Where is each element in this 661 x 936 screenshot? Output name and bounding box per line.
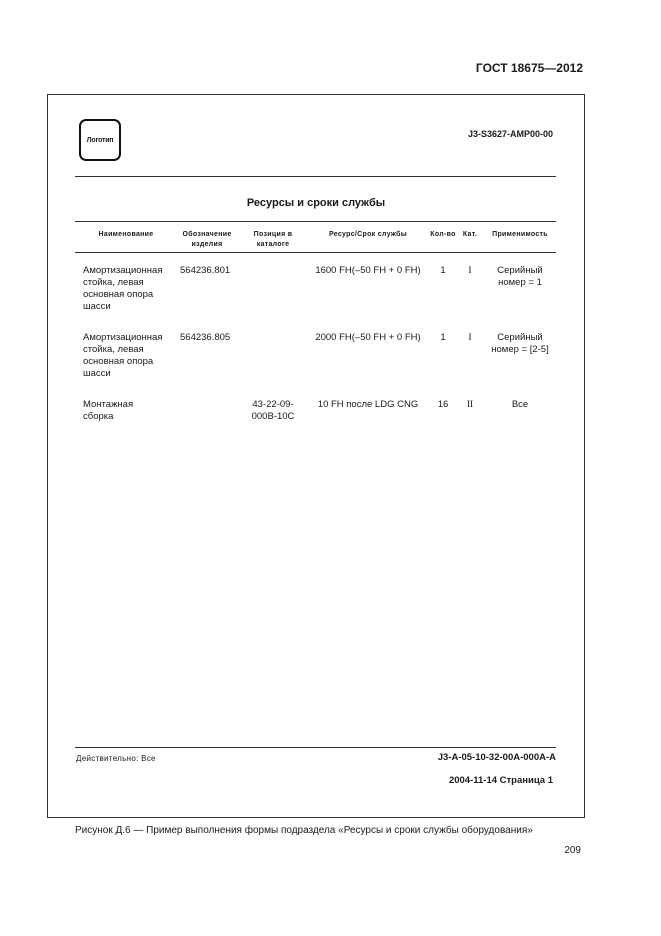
column-header-name: Наименование [98, 231, 154, 238]
cell-resource: 1600 FH(–50 FH + 0 FH) [315, 265, 421, 276]
cell-applicability: Все [511, 399, 529, 410]
logo-text: Логотип [86, 136, 114, 144]
validity-text: Действительно: Все [76, 754, 156, 763]
cell-cat: I [468, 333, 472, 343]
cell-qty: 1 [440, 332, 446, 343]
cell-cat: I [468, 266, 472, 276]
form-title: Ресурсы и сроки службы [246, 197, 386, 209]
logo [79, 119, 121, 161]
column-header-designation: Обозначение изделия [182, 231, 232, 248]
cell-resource: 10 FH после LDG CNG [317, 399, 419, 410]
doc-code: J3-S3627-AMP00-00 [467, 129, 553, 139]
table-header-rule [75, 252, 556, 253]
figure-caption: Рисунок Д.6 — Пример выполнения формы подраздела «Ресурсы и сроки службы оборудования» [75, 825, 533, 836]
standard-header: ГОСТ 18675—2012 [475, 61, 583, 75]
form-frame [47, 94, 585, 818]
table-top-rule [75, 221, 556, 222]
cell-designation: 564236.801 [180, 265, 231, 276]
cell-resource: 2000 FH(–50 FH + 0 FH) [315, 332, 421, 343]
cell-qty: 1 [440, 265, 446, 276]
cell-cat: II [466, 400, 474, 410]
cell-position: 43-22-09-000B-10C [251, 399, 295, 422]
date-page-line: 2004-11-14 Страница 1 [448, 775, 553, 786]
cell-applicability: Серийный номер = [2-5] [491, 332, 549, 355]
cell-designation: 564236.805 [180, 332, 231, 343]
cell-applicability: Серийный номер = 1 [497, 265, 543, 288]
cell-name: Монтажная сборка [83, 399, 134, 422]
cell-name: Амортизационная стойка, левая основная опора шасси [83, 265, 163, 312]
page-number: 209 [564, 845, 581, 856]
column-header-applicability: Применимость [492, 231, 548, 238]
column-header-cat: Кат. [462, 231, 478, 238]
cell-qty: 16 [437, 399, 449, 410]
footer-doc-code: J3-A-05-10-32-00A-000A-A [437, 752, 556, 763]
header-rule [75, 176, 556, 177]
footer-rule [75, 747, 556, 748]
cell-name: Амортизационная стойка, левая основная опора шасси [83, 332, 163, 379]
column-header-resource: Ресурс/Срок службы [328, 231, 408, 238]
column-header-position: Позиция в каталоге [253, 231, 293, 248]
column-header-qty: Кол-во [430, 231, 456, 238]
